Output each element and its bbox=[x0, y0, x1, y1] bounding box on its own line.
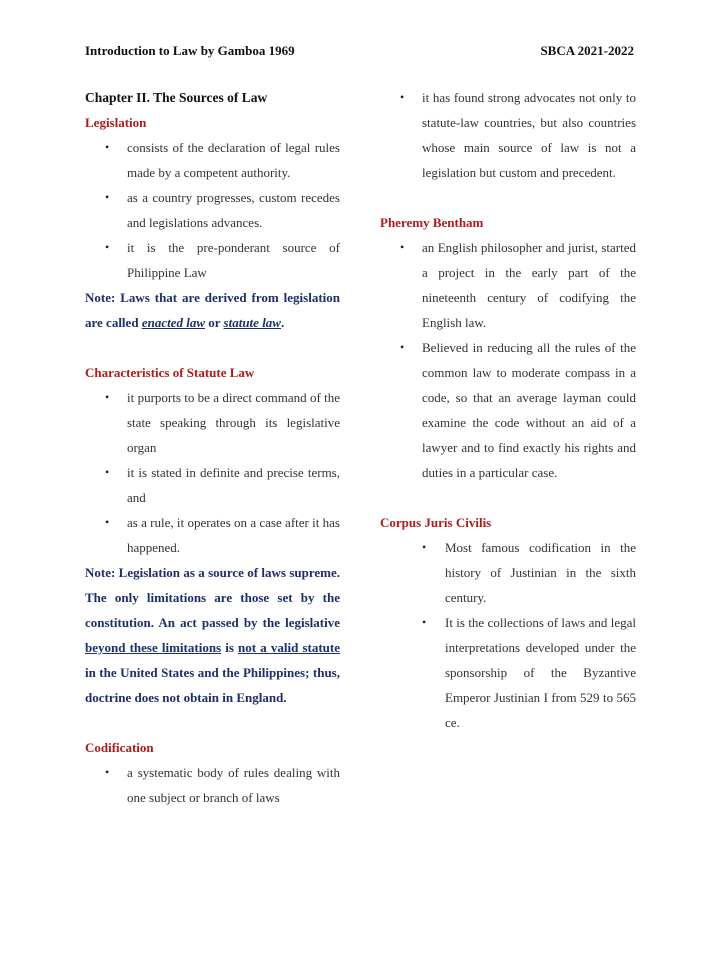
bullet-icon: • bbox=[105, 190, 110, 204]
legislation-bullet-list bbox=[85, 135, 340, 285]
list-item: • consists of the declaration of legal rules made by a competent authority. bbox=[85, 135, 340, 185]
bullet-icon: • bbox=[400, 90, 405, 104]
list-item: • It is the collections of laws and legal interpretations developed under the sponsorship of the Byzantive Emperor Justinian I from 529 to 565 ce. bbox=[380, 610, 636, 735]
bullet-icon: • bbox=[400, 240, 405, 254]
bullet-icon: • bbox=[105, 465, 110, 479]
bullet-icon: • bbox=[105, 240, 110, 254]
statute-limitations-note: Note: Legislation as a source of laws supreme. The only limitations are those set by the constitution. An act passed by the legislative beyond these limitations is not a valid statute in the United States and the Philippines; thus, doctrine does not obtain in England. bbox=[85, 565, 341, 705]
codification-bullet-list bbox=[85, 760, 340, 810]
bentham-bullet-list bbox=[380, 235, 636, 485]
corpus-bullet-list bbox=[380, 535, 636, 735]
section-heading-codification: Codification bbox=[85, 740, 154, 755]
list-item: • as a rule, it operates on a case after it has happened. bbox=[85, 510, 340, 560]
bullet-icon: • bbox=[105, 140, 110, 154]
list-item: • a systematic body of rules dealing with one subject or branch of laws bbox=[85, 760, 340, 810]
list-item: • it purports to be a direct command of the state speaking through its legislative organ bbox=[85, 385, 340, 460]
list-item: • Most famous codification in the history of Justinian in the sixth century. bbox=[380, 535, 636, 610]
right-column bbox=[380, 85, 636, 735]
bullet-icon: • bbox=[400, 340, 405, 354]
bullet-icon: • bbox=[105, 515, 110, 529]
term-enacted-law: enacted law bbox=[141, 315, 205, 330]
legislation-note: Note: Laws that are derived from legislation are called enacted law or statute law. bbox=[85, 290, 340, 330]
list-item: • as a country progresses, custom recedes and legislations advances. bbox=[85, 185, 340, 235]
left-column bbox=[85, 85, 340, 810]
term-statute-law: statute law bbox=[223, 315, 281, 330]
section-heading-legislation: Legislation bbox=[85, 115, 147, 130]
section-heading-corpus-juris: Corpus Juris Civilis bbox=[380, 515, 492, 530]
underlined-phrase: beyond these limitations bbox=[85, 640, 222, 655]
chapter-title: Chapter II. The Sources of Law bbox=[85, 90, 268, 105]
list-item: • it is the pre-ponderant source of Philippine Law bbox=[85, 235, 340, 285]
document-header-term: SBCA 2021-2022 bbox=[540, 43, 634, 58]
section-heading-characteristics: Characteristics of Statute Law bbox=[85, 365, 255, 380]
section-heading-bentham: Pheremy Bentham bbox=[380, 215, 484, 230]
bullet-icon: • bbox=[105, 765, 110, 779]
list-item: • it has found strong advocates not only to statute-law countries, but also countries whose main source of law is not a legislation but custom and precedent. bbox=[380, 85, 636, 185]
bullet-icon: • bbox=[422, 540, 427, 554]
list-item: • an English philosopher and jurist, started a project in the early part of the nineteenth century of codifying the English law. bbox=[380, 235, 636, 335]
document-header-title: Introduction to Law by Gamboa 1969 bbox=[85, 43, 295, 58]
characteristics-bullet-list bbox=[85, 385, 340, 560]
underlined-phrase: not a valid statute bbox=[238, 640, 341, 655]
bullet-icon: • bbox=[105, 390, 110, 404]
list-item: • it is stated in definite and precise terms, and bbox=[85, 460, 340, 510]
bullet-icon: • bbox=[422, 615, 427, 629]
list-item: • Believed in reducing all the rules of the common law to moderate compass in a code, so that an average layman could examine the code without an aid of a lawyer and to find exactly his rights and duties in a particular case. bbox=[380, 335, 636, 485]
advocates-bullet-list bbox=[380, 85, 636, 185]
